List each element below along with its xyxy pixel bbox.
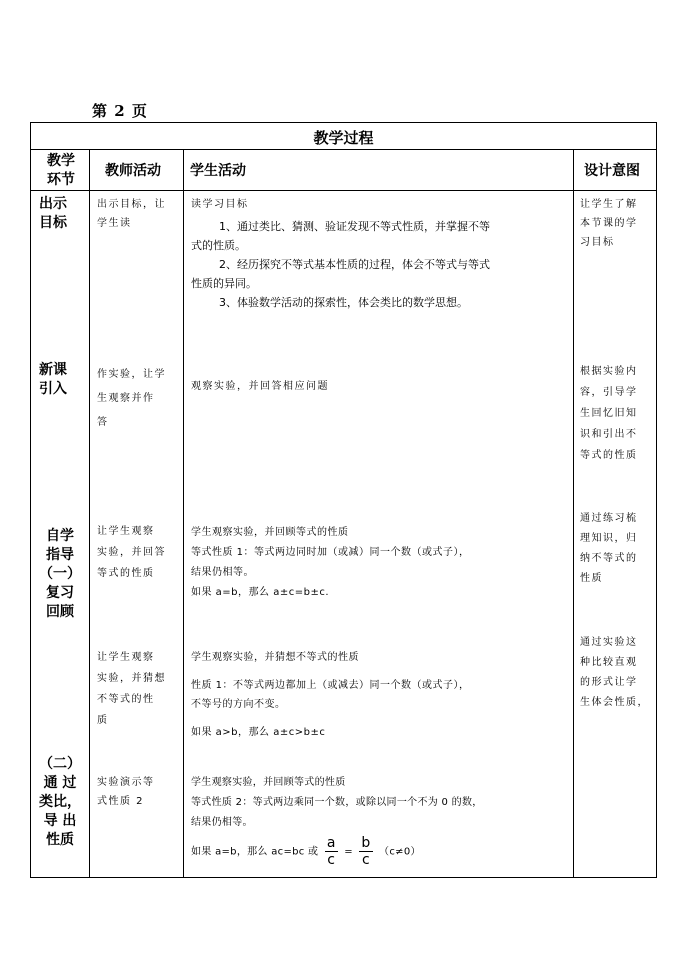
stage-line: （一）	[39, 566, 81, 582]
text-line: 不等式的性	[97, 694, 155, 705]
stage-analogy	[33, 755, 87, 850]
stage-line: 通 过	[43, 775, 77, 791]
text-line: 性质 1：不等式两边都加上（或减去）同一个数（或式子），	[191, 680, 470, 691]
text-line: 实验，并回答	[97, 547, 166, 558]
page-number: 第 2 页	[92, 102, 148, 120]
fraction-numerator: a	[326, 835, 336, 851]
text-line: 等式性质 2：等式两边乘同一个数，或除以同一个不为 0 的数，	[191, 797, 483, 808]
text-line: 学生读	[97, 218, 132, 229]
stage-line: 出示	[39, 196, 67, 212]
text-line: 性质	[580, 573, 603, 584]
teacher-activity-4	[97, 647, 166, 731]
text-line: 结果仍相等。	[191, 567, 254, 578]
design-intent-4	[580, 633, 649, 713]
text-line: 读学习目标	[191, 199, 249, 210]
stage-line: 复习	[46, 585, 74, 601]
teacher-activity-2	[97, 363, 166, 435]
text-line: 等式性质 1：等式两边同时加（或减）同一个数（或式子），	[191, 547, 470, 558]
text-line: 本节课的学	[580, 218, 638, 229]
stage-line: （二）	[39, 756, 81, 772]
header-stage-line1: 教学	[47, 153, 75, 169]
stage-show-goals	[33, 195, 93, 233]
text-line: 通过练习梳	[580, 513, 638, 524]
teacher-activity-5	[97, 773, 155, 811]
stage-new-lesson	[33, 361, 93, 399]
fraction-denominator: c	[361, 852, 370, 868]
col-divider-3	[573, 149, 574, 878]
text-line: 实验演示等	[97, 777, 155, 788]
design-intent-2	[580, 361, 638, 466]
text-line: 3、体验数学活动的探索性，体会类比的数学思想。	[219, 296, 468, 309]
text-line: 生体会性质，	[580, 697, 649, 708]
text-line: 生回忆旧知	[580, 408, 638, 419]
fraction-b-over-c	[359, 835, 372, 868]
student-activity-1	[191, 195, 569, 312]
text-line: 性质的异同。	[191, 277, 257, 290]
text-line: 实验，并猜想	[97, 673, 166, 684]
text-line: 结果仍相等。	[191, 817, 253, 828]
text-line: 习目标	[580, 237, 615, 248]
stage-line: 自学	[46, 528, 74, 544]
stage-line: 类比，	[39, 794, 81, 810]
design-intent-1	[580, 195, 638, 252]
header-stage	[41, 152, 81, 190]
col-divider-2	[183, 149, 184, 878]
header-stage-line2: 环节	[47, 172, 75, 188]
text-line: 1、通过类比、猜测、验证发现不等式性质，并掌握不等	[219, 220, 490, 233]
header-student: 学生活动	[190, 163, 246, 179]
title-divider	[31, 149, 656, 150]
text-line: 质	[97, 715, 109, 726]
text-line: 不等号的方向不变。	[191, 699, 286, 710]
student-activity-3	[191, 523, 470, 603]
text-line: 学生观察实验，并回顾等式的性质	[191, 527, 349, 538]
text-line: 如果 a>b，那么 a±c>b±c	[191, 727, 326, 738]
text-line: 让学生观察	[97, 526, 155, 537]
text-line: 式的性质。	[191, 239, 246, 252]
teaching-process-table	[30, 122, 657, 878]
col-divider-1	[89, 149, 90, 878]
fraction-denominator: c	[327, 852, 336, 868]
teacher-activity-3	[97, 521, 166, 584]
text-line: 生观察并作	[97, 393, 155, 404]
header-teacher: 教师活动	[105, 163, 161, 179]
text-line: 式性质 2	[97, 796, 145, 807]
teacher-activity-1	[97, 195, 166, 233]
text-line: 种比较直观	[580, 657, 638, 668]
stage-line: 目标	[39, 215, 67, 231]
fraction-numerator: b	[361, 835, 371, 851]
header-divider	[31, 190, 656, 191]
fraction-a-over-c	[325, 835, 338, 868]
stage-line: 导 出	[43, 813, 77, 829]
text-line: 作实验，让学	[97, 369, 166, 380]
design-intent-3	[580, 509, 638, 589]
text-line: 出示目标，让	[97, 199, 166, 210]
text-line: 理知识，归	[580, 533, 638, 544]
student-activity-5	[191, 773, 483, 868]
text-line: 观察实验，并回答相应问题	[191, 381, 329, 392]
stage-line: 性质	[46, 832, 74, 848]
text-line: 如果 a=b，那么 a±c=b±c.	[191, 587, 329, 598]
text-line: 根据实验内	[580, 366, 638, 377]
text-line: 让学生了解	[580, 199, 638, 210]
stage-line: 回顾	[46, 604, 74, 620]
text-line: 学生观察实验，并回顾等式的性质	[191, 777, 346, 788]
header-design: 设计意图	[584, 163, 640, 179]
stage-line: 引入	[39, 381, 67, 397]
equals-sign: =	[344, 846, 353, 858]
formula-prefix: 如果 a=b，那么 ac=bc 或	[191, 846, 319, 858]
student-activity-4	[191, 648, 470, 742]
text-line: 答	[97, 417, 109, 428]
text-line: 容，引导学	[580, 387, 638, 398]
stage-line: 指导	[46, 547, 74, 563]
text-line: 让学生观察	[97, 652, 155, 663]
text-line: 纳不等式的	[580, 553, 638, 564]
formula-condition: （c≠0）	[379, 846, 421, 858]
text-line: 学生观察实验，并猜想不等式的性质	[191, 652, 359, 663]
stage-self-study	[33, 527, 87, 622]
text-line: 2、经历探究不等式基本性质的过程，体会不等式与等式	[219, 258, 490, 271]
text-line: 的形式让学	[580, 677, 638, 688]
stage-line: 新课	[39, 362, 67, 378]
formula-line	[191, 835, 483, 868]
text-line: 通过实验这	[580, 637, 638, 648]
table-title: 教学过程	[313, 129, 374, 147]
student-activity-2	[191, 377, 329, 396]
text-line: 等式的性质	[580, 450, 638, 461]
text-line: 识和引出不	[580, 429, 638, 440]
text-line: 等式的性质	[97, 568, 155, 579]
